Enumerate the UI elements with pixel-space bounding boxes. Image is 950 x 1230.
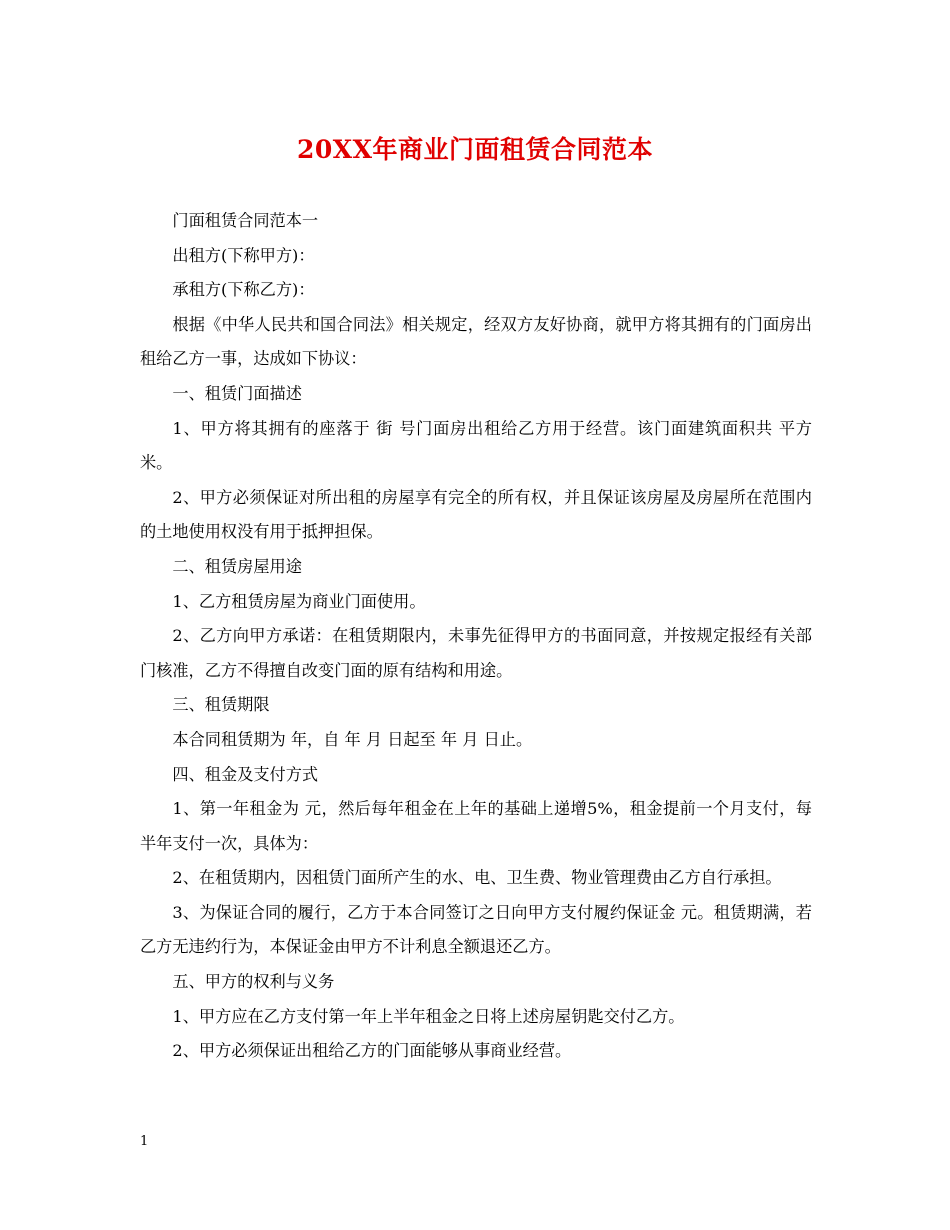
paragraph: 2、在租赁期内，因租赁门面所产生的水、电、卫生费、物业管理费由乙方自行承担。 [172, 868, 782, 888]
paragraph: 1、甲方将其拥有的座落于 街 号门面房出租给乙方用于经营。该门面建筑面积共 平方米。 [140, 418, 812, 473]
paragraph: 1、甲方应在乙方支付第一年上半年租金之日将上述房屋钥匙交付乙方。 [172, 1006, 685, 1026]
document-title: 20XX年商业门面租赁合同范本 [296, 135, 654, 164]
paragraph: 2、甲方必须保证出租给乙方的门面能够从事商业经营。 [172, 1041, 572, 1061]
paragraph: 一、租赁门面描述 [172, 383, 302, 403]
paragraph: 1、第一年租金为 元，然后每年租金在上年的基础上递增5%，租金提前一个月支付，每半年支付一次，具体为： [140, 799, 812, 853]
paragraph: 2、甲方必须保证对所出租的房屋享有完全的所有权，并且保证该房屋及房屋所在范围内的土地使用权没有用于抵押担保。 [140, 487, 812, 542]
paragraph: 五、甲方的权利与义务 [172, 972, 335, 992]
paragraph: 门面租赁合同范本一 [172, 211, 319, 230]
paragraph: 出租方(下称甲方)： [172, 245, 315, 265]
paragraph: 2、乙方向甲方承诺：在租赁期限内，未事先征得甲方的书面同意，并按规定报经有关部门核准，乙方不得擅自改变门面的原有结构和用途。 [140, 626, 812, 680]
document-body [140, 204, 812, 1069]
paragraph: 三、租赁期限 [172, 695, 270, 715]
paragraph: 根据《中华人民共和国合同法》相关规定，经双方友好协商，就甲方将其拥有的门面房出租给乙方一事，达成如下协议： [140, 314, 812, 369]
paragraph: 本合同租赁期为 年，自 年 月 日起至 年 月 日止。 [172, 729, 533, 749]
page-number: 1 [140, 1134, 149, 1149]
paragraph: 承租方(下称乙方)： [172, 280, 315, 300]
paragraph: 四、租金及支付方式 [172, 764, 319, 784]
paragraph: 二、租赁房屋用途 [172, 556, 302, 576]
paragraph: 3、为保证合同的履行，乙方于本合同签订之日向甲方支付履约保证金 元。租赁期满，若乙方无违约行为，本保证金由甲方不计利息全额退还乙方。 [140, 902, 812, 957]
paragraph: 1、乙方租赁房屋为商业门面使用。 [172, 591, 426, 611]
